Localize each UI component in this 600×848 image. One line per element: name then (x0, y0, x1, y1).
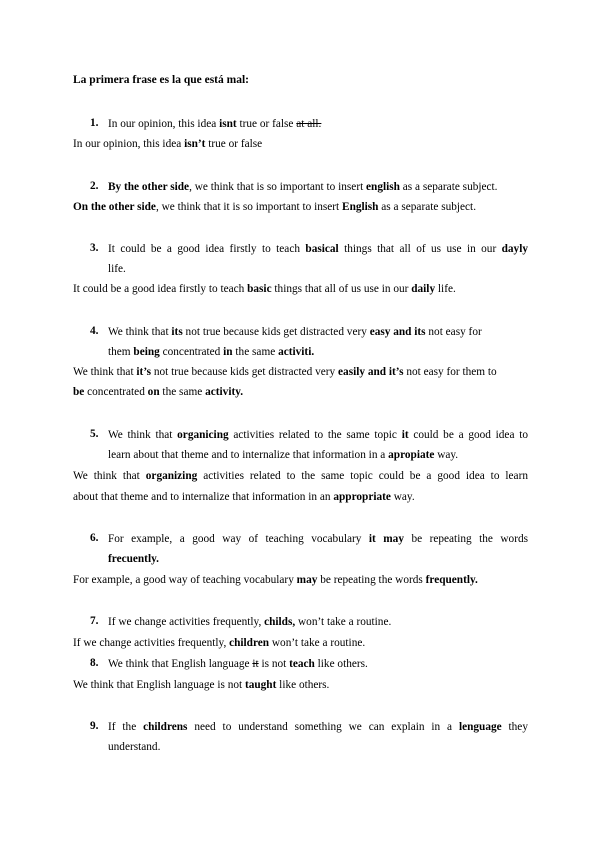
item-number: 1. (90, 117, 99, 129)
original-sentence: It could be a good idea firstly to teach basical things that all of us use in our dayly (108, 243, 528, 255)
page-heading: La primera frase es la que está mal: (73, 74, 249, 86)
original-sentence: We think that English language it is not teach like others. (108, 658, 368, 670)
original-sentence-continued: life. (108, 263, 126, 275)
original-sentence-continued: frecuently. (108, 553, 159, 565)
item-number: 7. (90, 615, 99, 627)
strikethrough-text: at all. (296, 118, 322, 130)
corrected-sentence: We think that it’s not true because kids get distracted very easily and it’s not easy for them to (73, 366, 497, 378)
corrected-sentence: If we change activities frequently, children won’t take a routine. (73, 637, 366, 649)
original-sentence: For example, a good way of teaching vocabulary it may be repeating the words (108, 533, 528, 545)
corrected-sentence: We think that English language is not taught like others. (73, 679, 330, 691)
original-sentence-continued: learn about that theme and to internalize that information in a apropiate way. (108, 449, 459, 461)
original-sentence: By the other side, we think that is so important to insert english as a separate subject. (108, 181, 498, 193)
item-number: 8. (90, 657, 99, 669)
item-number: 6. (90, 532, 99, 544)
original-sentence: In our opinion, this idea isnt true or false at all. (108, 118, 322, 130)
corrected-sentence: For example, a good way of teaching vocabulary may be repeating the words frequently. (73, 574, 478, 586)
original-sentence: We think that organicing activities related to the same topic it could be a good idea to (108, 429, 528, 441)
original-sentence-continued: understand. (108, 741, 161, 753)
item-number: 9. (90, 720, 99, 732)
original-sentence: If the childrens need to understand something we can explain in a lenguage they (108, 721, 528, 733)
original-sentence-continued: them being concentrated in the same activiti. (108, 346, 315, 358)
corrected-sentence-continued: be concentrated on the same activity. (73, 386, 244, 398)
original-sentence: If we change activities frequently, childs, won’t take a routine. (108, 616, 392, 628)
corrected-sentence: In our opinion, this idea isn’t true or false (73, 138, 263, 150)
corrected-sentence: On the other side, we think that it is so important to insert English as a separate subject. (73, 201, 477, 213)
item-number: 5. (90, 428, 99, 440)
item-number: 2. (90, 180, 99, 192)
corrected-sentence: We think that organizing activities related to the same topic could be a good idea to learn (73, 470, 528, 482)
original-sentence: We think that its not true because kids get distracted very easy and its not easy for (108, 326, 482, 338)
strikethrough-text: it (252, 658, 259, 670)
item-number: 4. (90, 325, 99, 337)
corrected-sentence-continued: about that theme and to internalize that information in an appropriate way. (73, 491, 415, 503)
corrected-sentence: It could be a good idea firstly to teach basic things that all of us use in our daily life. (73, 283, 456, 295)
item-number: 3. (90, 242, 99, 254)
